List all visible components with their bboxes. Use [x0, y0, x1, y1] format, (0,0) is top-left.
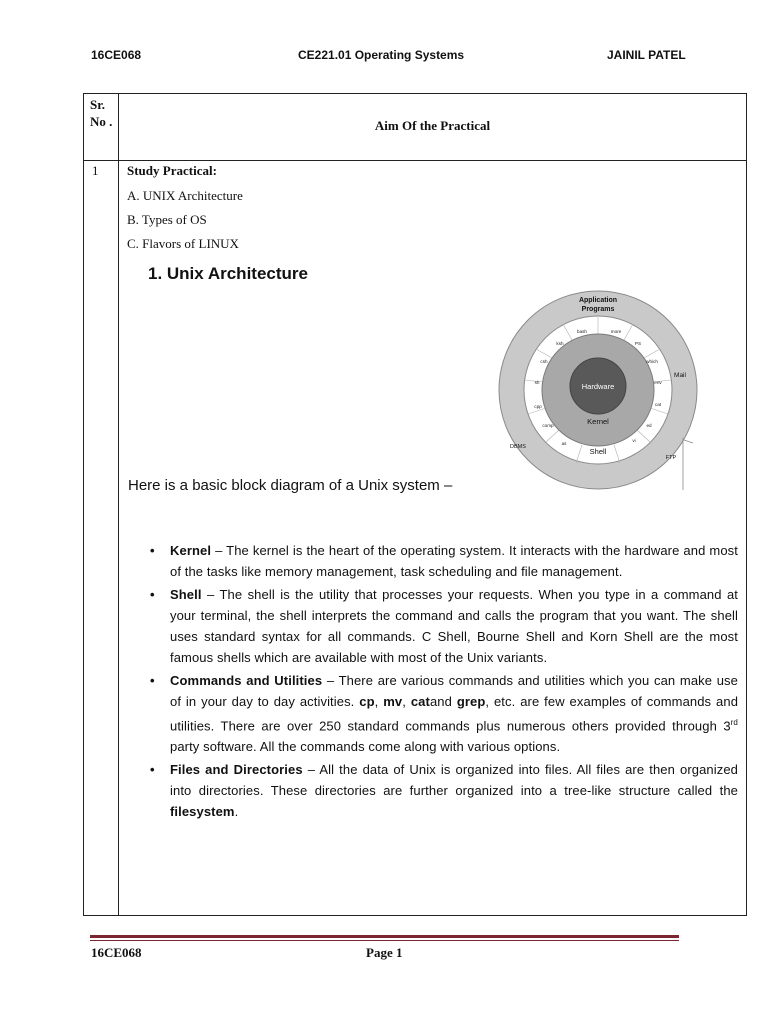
tool-label: cat — [654, 402, 662, 407]
tool-label: vi — [632, 438, 636, 443]
bullet-icon: • — [150, 543, 155, 558]
bullet-icon: • — [150, 673, 155, 688]
tool-label: as — [561, 441, 567, 446]
bullet-text: – The kernel is the heart of the operating system. It interacts with the hardware and most of the tasks like memory management, task scheduling and file management. — [170, 543, 738, 579]
sr-no-header: Sr. No . — [90, 97, 113, 129]
tool-label: env — [654, 380, 662, 385]
tool-label: bash — [577, 329, 587, 334]
tool-label: PS — [634, 341, 642, 346]
tool-label: sh — [534, 380, 540, 385]
command-name: cat — [410, 694, 430, 709]
command-name: cp — [359, 694, 375, 709]
bullet-icon: • — [150, 762, 155, 778]
kernel-label: Kernel — [587, 417, 609, 426]
tool-label: comp — [542, 423, 554, 428]
list-item: C. Flavors of LINUX — [127, 236, 239, 251]
app-programs-label-line2: Programs — [581, 306, 615, 313]
tool-label: which — [646, 359, 658, 364]
tool-label: csh — [540, 359, 548, 364]
footer-rule-thin — [90, 940, 679, 941]
study-title: Study Practical: — [127, 163, 217, 178]
tool-label: cpp — [534, 404, 542, 409]
bullet-term: Files and Directories — [170, 762, 303, 778]
table-column-divider — [118, 94, 119, 915]
bullet-term: filesystem — [170, 804, 235, 820]
header-author: JAINIL PATEL — [607, 48, 686, 62]
dbms-label: DBMS — [510, 444, 526, 450]
bullet-text: – The shell is the utility that processes your requests. When you type in a command at your terminal, the shell interprets the command and calls the program that you want. The shell uses standard syntax for all commands. C Shell, Bourne Shell and Korn Shell are the most famous shells which are available with most of the Unix variants. — [170, 587, 738, 665]
unix-architecture-diagram — [498, 290, 698, 494]
list-item: B. Types of OS — [127, 212, 207, 227]
bullet-text: . — [234, 804, 239, 820]
aim-header: Aim Of the Practical — [374, 118, 491, 133]
bullet-term: Kernel — [170, 543, 212, 558]
section-heading: 1. Unix Architecture — [148, 264, 308, 283]
header-id: 16CE068 — [91, 48, 142, 62]
bullet-text: party software. All the commands come along with various options. — [170, 739, 561, 755]
tool-label: ksh — [556, 341, 564, 346]
separator: , — [402, 694, 411, 709]
mail-label: Mail — [674, 372, 686, 379]
page-number: Page 1 — [366, 945, 403, 960]
separator: and — [429, 694, 457, 709]
header-course: CE221.01 Operating Systems — [298, 48, 465, 62]
bullet-text: – All the data of Unix is organized into files. All files are then organized into directories. These directories are further organized into a tree-like structure called the — [170, 762, 738, 799]
command-name: grep — [456, 694, 486, 709]
practical-table — [83, 93, 747, 916]
command-name: mv — [383, 694, 403, 709]
separator: , — [374, 694, 384, 709]
tool-label: more — [610, 329, 622, 334]
table-row-divider — [84, 160, 746, 161]
hardware-label: Hardware — [581, 382, 615, 391]
footer-rule — [90, 935, 679, 938]
diagram-intro: Here is a basic block diagram of a Unix system – — [128, 477, 453, 494]
list-item — [148, 540, 738, 582]
bullet-term: Shell — [170, 587, 202, 602]
ordinal-suffix: rd — [730, 718, 738, 727]
app-programs-label-line1: Application — [578, 297, 618, 304]
shell-label: Shell — [589, 447, 607, 456]
list-item — [148, 759, 738, 822]
row-number: 1 — [92, 163, 99, 178]
list-item — [148, 584, 738, 668]
concept-list — [148, 540, 738, 824]
list-item: A. UNIX Architecture — [127, 188, 243, 203]
ftp-label: FTP — [665, 455, 677, 461]
bullet-text: , etc. are few examples of commands and utilities. There are over 250 standard commands plus numerous others provided through 3 — [170, 694, 739, 734]
bullet-term: Commands and Utilities — [170, 673, 323, 688]
bullet-text: – There are various commands and utilities which you can make use of in your day to day activities. — [170, 673, 738, 709]
bullet-icon: • — [150, 587, 155, 602]
tool-label: ed — [646, 423, 652, 428]
list-item — [148, 670, 738, 757]
footer-id: 16CE068 — [91, 945, 142, 960]
